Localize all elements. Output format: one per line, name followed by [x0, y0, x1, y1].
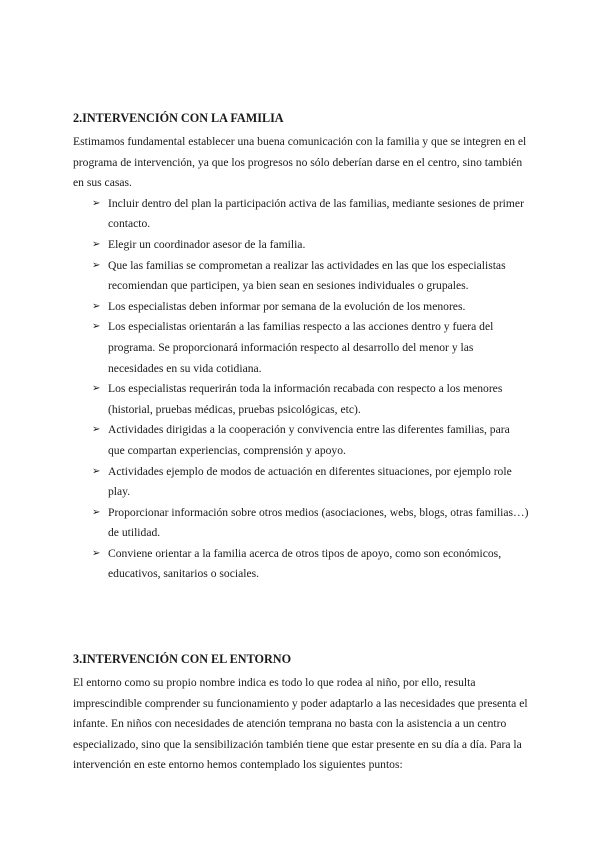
- list-item-text: Los especialistas orientarán a las familias respecto a las acciones dentro y fuera del programa. Se proporcionará información respecto al desarrollo del menor y las necesidades en su vida cotidiana.: [108, 320, 494, 375]
- list-item-text: Los especialistas deben informar por semana de la evolución de los menores.: [108, 299, 466, 313]
- list-item-text: Los especialistas requerirán toda la información recabada con respecto a los menores (historial, pruebas médicas, pruebas psicológicas, etc).: [108, 382, 503, 416]
- arrow-bullet-icon: ➢: [92, 547, 101, 559]
- list-item: [73, 379, 529, 420]
- list-item: [73, 544, 529, 585]
- list-item: [73, 503, 529, 544]
- bullet-list: [73, 194, 529, 585]
- list-item: [73, 420, 529, 461]
- section-intro-paragraph: Estimamos fundamental establecer una buena comunicación con la familia y que se integren en el programa de intervención, ya que los progresos no sólo deberían darse en el centro, sino también en sus casas.: [73, 135, 527, 190]
- arrow-bullet-icon: ➢: [92, 197, 101, 209]
- section-environment-intervention: [73, 649, 529, 776]
- arrow-bullet-icon: ➢: [92, 383, 101, 395]
- arrow-bullet-icon: ➢: [92, 465, 101, 477]
- list-item-text: Que las familias se comprometan a realizar las actividades en las que los especialistas recomiendan que participen, ya bien sean en sesiones individuales o grupales.: [108, 258, 506, 293]
- list-item: [73, 317, 529, 379]
- arrow-bullet-icon: ➢: [92, 321, 101, 333]
- section-heading: 2.INTERVENCIÓN CON LA FAMILIA: [73, 111, 284, 125]
- list-item: [73, 462, 529, 503]
- section-heading: 3.INTERVENCIÓN CON EL ENTORNO: [73, 652, 292, 666]
- list-item: [73, 256, 529, 297]
- list-item-text: Actividades dirigidas a la cooperación y convivencia entre las diferentes familias, para que compartan experiencias, comprensión y apoyo.: [108, 423, 510, 457]
- arrow-bullet-icon: ➢: [92, 259, 101, 271]
- list-item-text: Conviene orientar a la familia acerca de otros tipos de apoyo, como son económicos, educativos, sanitarios o sociales.: [108, 546, 502, 581]
- list-item: [73, 235, 529, 256]
- section-family-intervention: [73, 108, 529, 585]
- section-intro-paragraph: El entorno como su propio nombre indica es todo lo que rodea al niño, por ello, resulta imprescindible comprender su funcionamiento y poder adaptarlo a las necesidades que presenta el infante. En niños con necesidades de atención temprana no basta con la asistencia a un centro especializado, sino que la sensibilización también tiene que estar presente en su día a día. Para la intervención en este entorno hemos contemplado los siguientes puntos:: [73, 676, 528, 772]
- arrow-bullet-icon: ➢: [92, 506, 101, 518]
- list-item: [73, 297, 529, 318]
- list-item-text: Incluir dentro del plan la participación activa de las familias, mediante sesiones de primer contacto.: [108, 196, 524, 231]
- list-item: [73, 194, 529, 235]
- list-item-text: Elegir un coordinador asesor de la familia.: [108, 237, 306, 251]
- arrow-bullet-icon: ➢: [92, 238, 101, 250]
- arrow-bullet-icon: ➢: [92, 424, 101, 436]
- list-item-text: Proporcionar información sobre otros medios (asociaciones, webs, blogs, otras familias…) de utilidad.: [108, 505, 529, 540]
- arrow-bullet-icon: ➢: [92, 300, 101, 312]
- list-item-text: Actividades ejemplo de modos de actuación en diferentes situaciones, por ejemplo role play.: [108, 464, 512, 499]
